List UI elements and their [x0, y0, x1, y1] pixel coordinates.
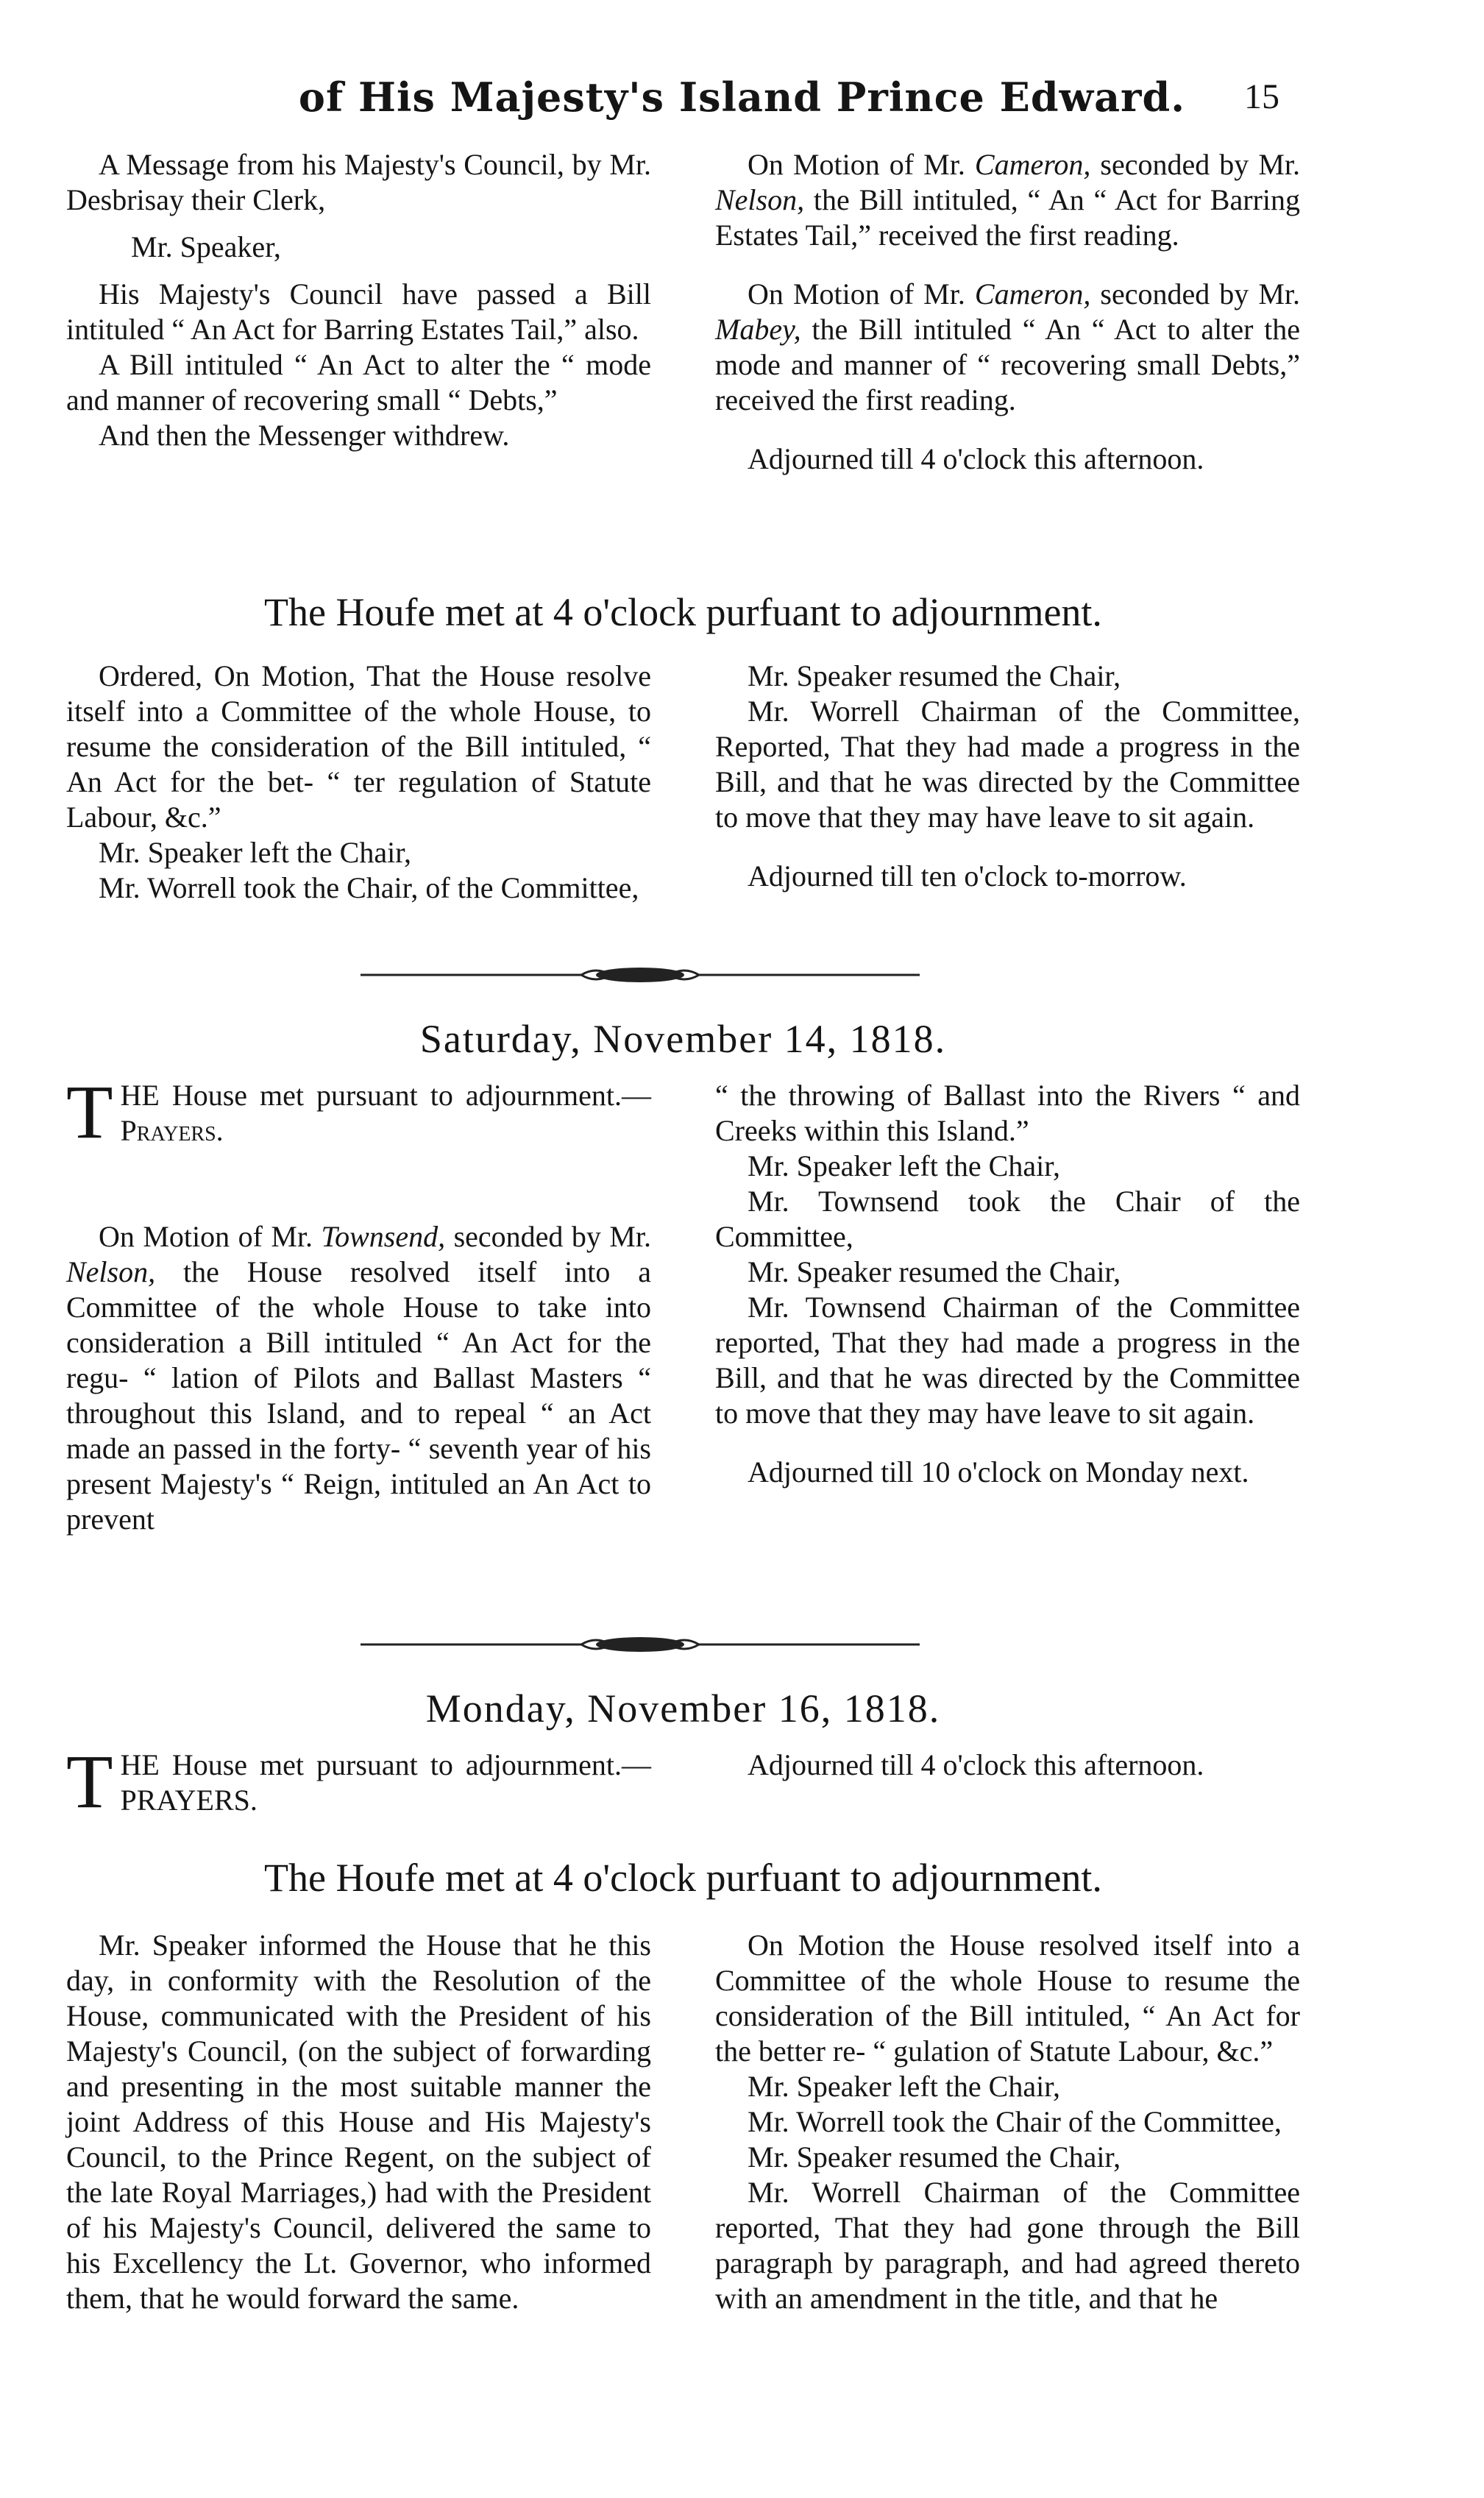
paragraph: Mr. Speaker left the Chair, — [99, 836, 411, 869]
member-name: Cameron, — [974, 148, 1091, 181]
ornament-divider — [361, 1633, 920, 1656]
paragraph: Mr. Speaker resumed the Chair, — [748, 659, 1121, 692]
paragraph: Mr. Speaker left the Chair, — [748, 1149, 1060, 1182]
text-run: seconded by Mr. — [1100, 277, 1301, 311]
text-run: the House resolved itself into a Committee of the whole House to take into consideration a Bill intituled “ An Act for the regu- “ lation of Pilots and Ballast Masters “ throughout this Island, and to repeal “ an Act made an passed in the forty- “ seventh year of his present Majesty's “ Reign, intituled an An Act to prevent — [66, 1255, 651, 1536]
prayers-label: Prayers. — [120, 1114, 224, 1147]
paragraph: Mr. Speaker informed the House that he this day, in conformity with the Resolution of the House, communicated with the President of his Majesty's Council, (on the subject of forwarding and presenting in the most suitable manner the joint Address of this House and His Majesty's Council, to the Prince Regent, on the subject of the late Royal Marriages,) had with the President of his Majesty's Council, delivered the same to his Excellency the Lt. Governor, who informed them, that he would forward the same. — [66, 1929, 651, 2315]
paragraph: Mr. Speaker resumed the Chair, — [748, 2140, 1121, 2174]
afternoon-session-section — [66, 659, 1300, 906]
right-column — [715, 1747, 1300, 1818]
council-message-section — [66, 147, 1300, 477]
text-run: On Motion of Mr. — [748, 148, 965, 181]
right-column — [715, 659, 1300, 906]
left-column — [66, 1070, 652, 1537]
text-run: HE House met pursuant to adjournment.— — [120, 1748, 651, 1781]
text-run: On Motion of Mr. — [99, 1220, 313, 1253]
left-column — [66, 1928, 651, 2316]
running-head — [0, 68, 1484, 127]
monday-opening-section — [66, 1739, 1300, 1824]
paragraph: Ordered, On Motion, That the House resolve itself into a Committee of the whole House, to resume the consideration of the Bill intituled, “ An Act for the bet- “ ter regulation of Statute Labour, &c.” — [66, 659, 651, 834]
text-run: the Bill intituled “ An “ Act to alter the mode and manner of “ recovering small Debts,” received the first reading. — [715, 313, 1301, 416]
adjournment-line: Adjourned till 4 o'clock this afternoon. — [748, 1748, 1204, 1781]
paragraph: His Majesty's Council have passed a Bill intituled “ An Act for Barring Estates Tail,” also. — [66, 277, 651, 346]
paragraph: Mr. Townsend took the Chair of the Committee, — [715, 1185, 1300, 1253]
paragraph: A Message from his Majesty's Council, by Mr. Desbrisay their Clerk, — [66, 148, 651, 216]
paragraph: “ the throwing of Ballast into the Rivers “ and Creeks within this Island.” — [715, 1079, 1300, 1147]
paragraph: Mr. Worrell took the Chair of the Committee, — [748, 2105, 1282, 2138]
text-run: the Bill intituled, “ An “ Act for Barring Estates Tail,” received the first reading. — [715, 183, 1300, 252]
paragraph: A Bill intituled “ An Act to alter the “ mode and manner of recovering small “ Debts,” — [66, 348, 651, 416]
paragraph: And then the Messenger withdrew. — [99, 419, 510, 452]
right-column — [715, 1078, 1300, 1537]
monday-afternoon-section — [66, 1928, 1300, 2316]
paragraph: Mr. Worrell Chairman of the Committee, Reported, That they had made a progress in the Bill, and that he was directed by the Committee to move that they may have leave to sit again. — [715, 695, 1300, 834]
opening-paragraph — [66, 1739, 651, 1824]
left-column — [66, 659, 651, 906]
right-column — [715, 1928, 1300, 2316]
paragraph: Mr. Speaker, — [131, 230, 281, 263]
section-heading: The Houfe met at 4 o'clock purfuant to adjournment. — [264, 590, 1102, 634]
paragraph — [715, 277, 1300, 418]
drop-cap: T — [66, 1739, 113, 1824]
paragraph: Mr. Speaker left the Chair, — [748, 2070, 1060, 2103]
paragraph: On Motion the House resolved itself into a Committee of the whole House to resume the consideration of the Bill intituled, “ An Act for the better re- “ gulation of Statute Labour, &c.” — [715, 1929, 1300, 2068]
drop-cap: T — [66, 1070, 113, 1154]
section-heading: The Houfe met at 4 o'clock purfuant to adjournment. — [264, 1856, 1102, 1900]
left-column — [66, 147, 651, 477]
member-name: Cameron, — [974, 277, 1091, 311]
paragraph — [66, 1219, 651, 1537]
saturday-section — [66, 1070, 1300, 1537]
member-name: Mabey, — [715, 313, 801, 346]
date-heading: Saturday, November 14, 1818. — [419, 1017, 947, 1061]
paragraph: Mr. Townsend Chairman of the Committee reported, That they had made a progress in the Bill, and that he was directed by the Committee to move that they may have leave to sit again. — [715, 1291, 1300, 1430]
member-name: Nelson, — [66, 1255, 156, 1288]
paragraph: Mr. Worrell Chairman of the Committee reported, That they had gone through the Bill paragraph by paragraph, and had agreed thereto with an amendment in the title, and that he — [715, 2176, 1300, 2315]
member-name: Townsend, — [321, 1220, 446, 1253]
adjournment-line: Adjourned till ten o'clock to-morrow. — [748, 859, 1187, 893]
text-run: seconded by Mr. — [1100, 148, 1301, 181]
paragraph: Mr. Speaker resumed the Chair, — [748, 1255, 1121, 1288]
ornament-divider — [361, 964, 920, 986]
member-name: Nelson, — [715, 183, 805, 216]
left-column — [66, 1739, 651, 1824]
right-column — [715, 147, 1300, 477]
opening-paragraph — [66, 1070, 651, 1154]
text-run: On Motion of Mr. — [748, 277, 965, 311]
prayers-label: PRAYERS. — [120, 1784, 258, 1817]
running-title: of His Majesty's Island Prince Edward. — [298, 74, 1186, 121]
page-number: 15 — [1244, 77, 1279, 116]
text-run: seconded by Mr. — [453, 1220, 652, 1253]
paragraph: Mr. Worrell took the Chair, of the Committee, — [99, 871, 639, 904]
text-run: HE House met pursuant to adjournment.— — [120, 1079, 651, 1112]
adjournment-line: Adjourned till 10 o'clock on Monday next. — [748, 1455, 1249, 1488]
date-heading: Monday, November 16, 1818. — [425, 1686, 941, 1731]
adjournment-line: Adjourned till 4 o'clock this afternoon. — [748, 442, 1204, 475]
paragraph — [715, 147, 1300, 253]
